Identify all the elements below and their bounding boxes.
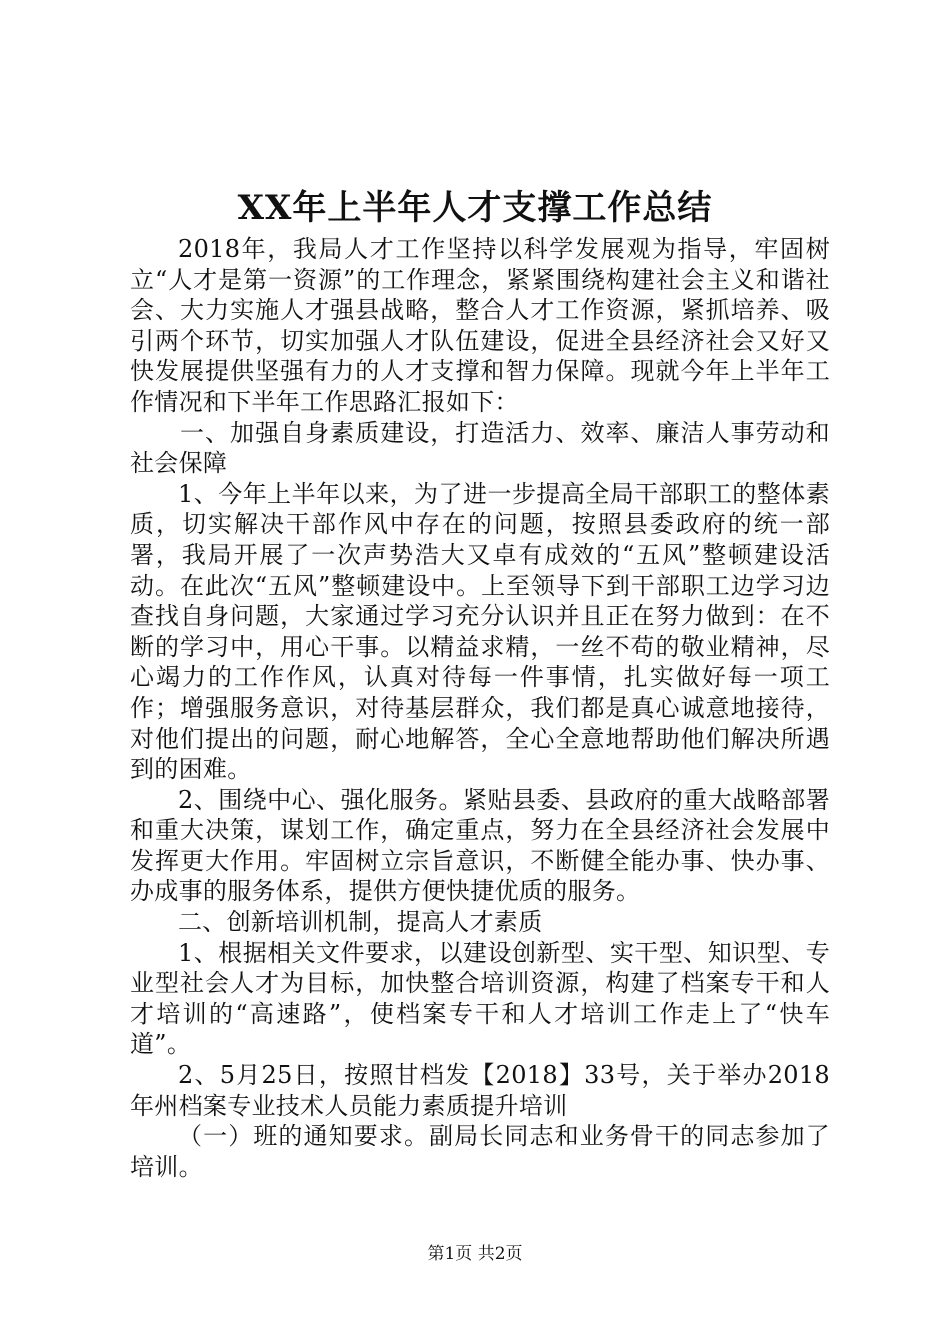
page-number-footer: 第1页 共2页 xyxy=(427,1244,523,1264)
document-body xyxy=(130,234,830,1182)
document-title: XX年上半年人才支撑工作总结 xyxy=(237,188,713,228)
section-heading-1: 一、加强自身素质建设，打造活力、效率、廉洁人事劳动和社会保障 xyxy=(130,418,830,478)
paragraph-2-2: 2、5月25日，按照甘档发【2018】33号，关于举办2018年州档案专业技术人员能力素质提升培训 xyxy=(130,1061,830,1120)
intro-paragraph: 2018年，我局人才工作坚持以科学发展观为指导，牢固树立“人才是第一资源”的工作理念，紧紧围绕构建社会主义和谐社会、大力实施人才强县战略，整合人才工作资源，紧抓培养、吸引两个环节，切实加强人才队伍建设，促进全县经济社会又好又快发展提供坚强有力的人才支撑和智力保障。现就今年上半年工作情况和下半年工作思路汇报如下： xyxy=(130,235,830,416)
paragraph-1-2: 2、围绕中心、强化服务。紧贴县委、县政府的重大战略部署和重大决策，谋划工作，确定重点，努力在全县经济社会发展中发挥更大作用。牢固树立宗旨意识，不断健全能办事、快办事、办成事的服务体系，提供方便快捷优质的服务。 xyxy=(130,785,830,906)
section-heading-2: 二、创新培训机制，提高人才素质 xyxy=(178,908,543,937)
paragraph-2-3: （一）班的通知要求。副局长同志和业务骨干的同志参加了培训。 xyxy=(130,1122,830,1181)
paragraph-2-1: 1、根据相关文件要求，以建设创新型、实干型、知识型、专业型社会人才为目标，加快整合培训资源，构建了档案专干和人才培训的“高速路”，使档案专干和人才培训工作走上了“快车道”。 xyxy=(130,938,830,1059)
paragraph-1-1: 1、今年上半年以来，为了进一步提高全局干部职工的整体素质，切实解决干部作风中存在的问题，按照县委政府的统一部署，我局开展了一次声势浩大又卓有成效的“五风”整顿建设活动。在此次“五风”整顿建设中。上至领导下到干部职工边学习边查找自身问题，大家通过学习充分认识并且正在努力做到：在不断的学习中，用心干事。以精益求精，一丝不苟的敬业精神，尽心竭力的工作作风，认真对待每一件事情，扎实做好每一项工作；增强服务意识，对待基层群众，我们都是真心诚意地接待，对他们提出的问题，耐心地解答，全心全意地帮助他们解决所遇到的困难。 xyxy=(130,479,830,784)
